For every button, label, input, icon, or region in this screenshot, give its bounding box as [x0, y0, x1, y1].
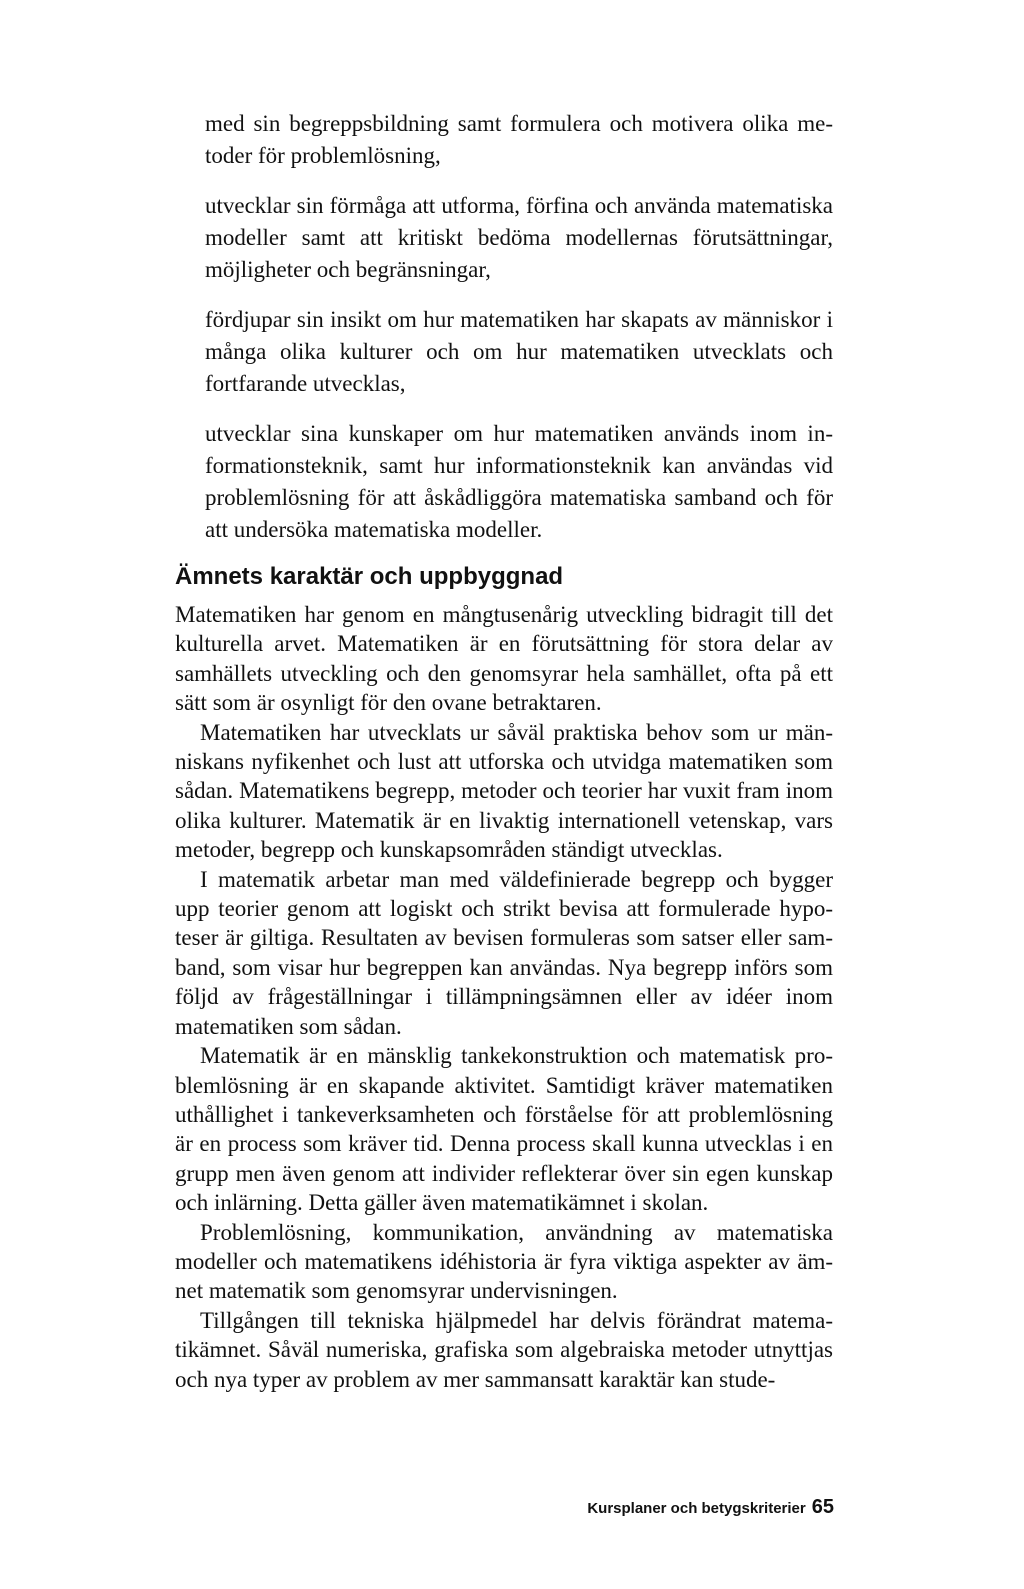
- page-number: 65: [811, 1496, 834, 1518]
- body-paragraph: Matematiken har genom en mångtusenårig utveckling bidragit till det kulturella arvet. Matematiken är en förutsättning för stora delar av samhällets utveckling och den genomsyrar hela samhället, ofta på ett sätt som är osynligt för den ovane betraktaren.: [175, 602, 833, 716]
- footer-title: Kursplaner och betygskriterier: [587, 1500, 806, 1517]
- body-paragraph: Problemlösning, kommunikation, användning av matematiska modeller och matematikens idéhistoria är fyra viktiga aspekter av ämnet matematik som genomsyrar undervisningen.: [175, 1219, 833, 1304]
- body-paragraph: Matematik är en mänsklig tankekonstruktion och matematisk problemlösning är en skapande aktivitet. Samtidigt kräver matematiken uthållighet i tankeverksamheten och förståelse för att problemlösning är en process som kräver tid. Denna process skall kunna utvecklas i en grupp men även genom att individer reflekterar över sin egen kunskap och inlärning. Detta gäller även matematikämnet i skolan.: [175, 1043, 833, 1216]
- goal-item: utvecklar sin förmåga att utforma, förfina och använda matematiska modeller samt att kritiskt bedöma modellernas förutsättningar, möjligheter och begränsningar,: [205, 193, 833, 282]
- page-footer: [587, 1496, 834, 1519]
- body-paragraph: Tillgången till tekniska hjälpmedel har delvis förändrat matematikämnet. Såväl numeriska, grafiska som algebraiska metoder utnyttjas och nya typer av problem av mer sammansatt karaktär kan stude-: [175, 1307, 833, 1392]
- subject-character-section: [175, 559, 833, 1394]
- goal-item: fördjupar sin insikt om hur matematiken har skapats av människor i många olika kulturer och om hur matematiken utvecklats och fortfarande utvecklas,: [205, 307, 833, 396]
- goal-item: med sin begreppsbildning samt formulera och motivera olika metoder för problemlösning,: [205, 111, 833, 168]
- body-paragraph: Matematiken har utvecklats ur såväl praktiska behov som ur människans nyfikenhet och lust att utforska och utvidga matematiken som sådan. Matematikens begrepp, metoder och teorier har vuxit fram inom olika kulturer. Matematik är en livaktig internationell vetenskap, vars metoder, begrepp och kunskapsområden ständigt utvecklas.: [175, 719, 833, 863]
- goal-item: utvecklar sina kunskaper om hur matematiken används inom informationsteknik, samt hur informationsteknik kan användas vid problemlösning för att åskådliggöra matematiska samband och för att undersöka matematiska modeller.: [205, 421, 833, 542]
- section-heading: Ämnets karaktär och uppbyggnad: [175, 563, 564, 590]
- goals-list: [205, 108, 833, 564]
- body-paragraph: I matematik arbetar man med väldefinierade begrepp och bygger upp teorier genom att logiskt och strikt bevisa att formulerade hypoteser är giltiga. Resultaten av bevisen formuleras som satser eller samband, som visar hur begreppen kan användas. Nya begrepp införs som följd av frågeställningar i tillämpningsämnen eller av idéer inom matematiken som sådan.: [175, 866, 833, 1039]
